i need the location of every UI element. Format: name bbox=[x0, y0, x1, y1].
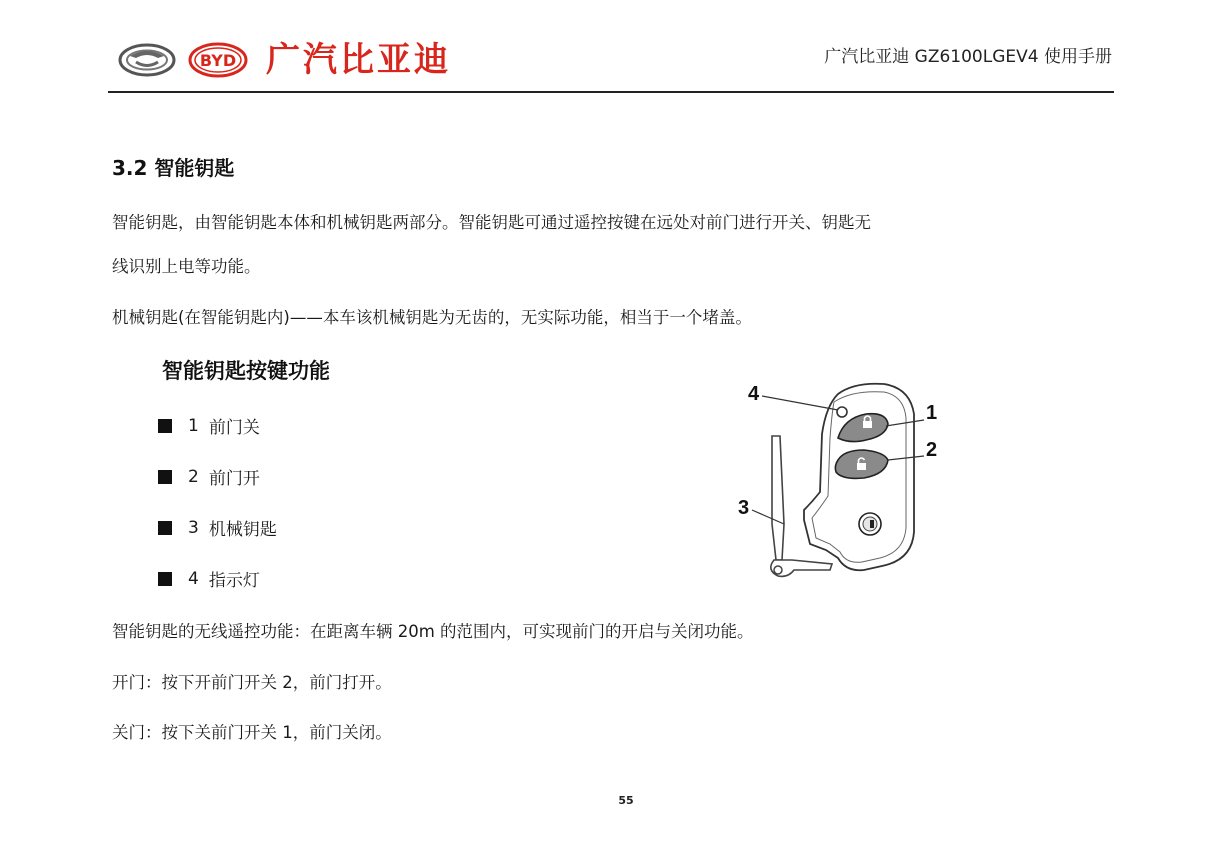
intro-line-1: 智能钥匙，由智能钥匙本体和机械钥匙两部分。智能钥匙可通过遥控按键在远处对前门进行开关、钥匙无 bbox=[112, 213, 871, 232]
section-title: 3.2 智能钥匙 bbox=[112, 156, 235, 180]
callout-1: 1 bbox=[926, 402, 938, 424]
item-label: 机械钥匙 bbox=[208, 520, 277, 540]
bullet-square-icon bbox=[158, 521, 172, 535]
remote-function-description: 智能钥匙的无线遥控功能：在距离车辆 20m 的范围内，可实现前门的开启与关闭功能。 bbox=[112, 622, 754, 641]
list-item bbox=[158, 515, 277, 540]
bullet-square-icon bbox=[158, 419, 172, 433]
smart-key-figure bbox=[734, 374, 974, 586]
byd-logo-text: BYD bbox=[199, 51, 237, 70]
callout-3: 3 bbox=[738, 497, 750, 519]
item-label: 指示灯 bbox=[208, 571, 260, 591]
page-number: 55 bbox=[618, 794, 634, 807]
open-door-instruction: 开门：按下开前门开关 2，前门打开。 bbox=[112, 673, 392, 692]
mechanical-key-note: 机械钥匙(在智能钥匙内)——本车该机械钥匙为无齿的，无实际功能，相当于一个堵盖。 bbox=[112, 308, 752, 327]
item-number: 4 bbox=[188, 568, 199, 589]
button-functions-heading: 智能钥匙按键功能 bbox=[162, 359, 330, 383]
indicator-light-icon bbox=[837, 407, 847, 417]
header-logos bbox=[118, 38, 451, 82]
header-divider bbox=[108, 91, 1114, 93]
item-number: 3 bbox=[188, 517, 199, 538]
bullet-square-icon bbox=[158, 470, 172, 484]
bullet-square-icon bbox=[158, 572, 172, 586]
manual-title: 广汽比亚迪 GZ6100LGEV4 使用手册 bbox=[824, 47, 1112, 67]
intro-line-2: 线识别上电等功能。 bbox=[112, 257, 261, 276]
trunk-button-icon bbox=[859, 513, 881, 535]
item-label: 前门开 bbox=[208, 469, 260, 489]
list-item bbox=[158, 413, 260, 438]
list-item bbox=[158, 464, 260, 489]
item-number: 2 bbox=[188, 466, 199, 487]
item-number: 1 bbox=[188, 415, 199, 436]
byd-logo-icon bbox=[188, 41, 248, 79]
close-door-instruction: 关门：按下关前门开关 1，前门关闭。 bbox=[112, 723, 392, 742]
item-label: 前门关 bbox=[208, 418, 260, 438]
gac-logo-icon bbox=[118, 42, 176, 78]
list-item bbox=[158, 566, 260, 591]
callout-4: 4 bbox=[748, 383, 760, 405]
brand-name: 广汽比亚迪 bbox=[266, 40, 451, 80]
callout-2: 2 bbox=[926, 439, 938, 461]
